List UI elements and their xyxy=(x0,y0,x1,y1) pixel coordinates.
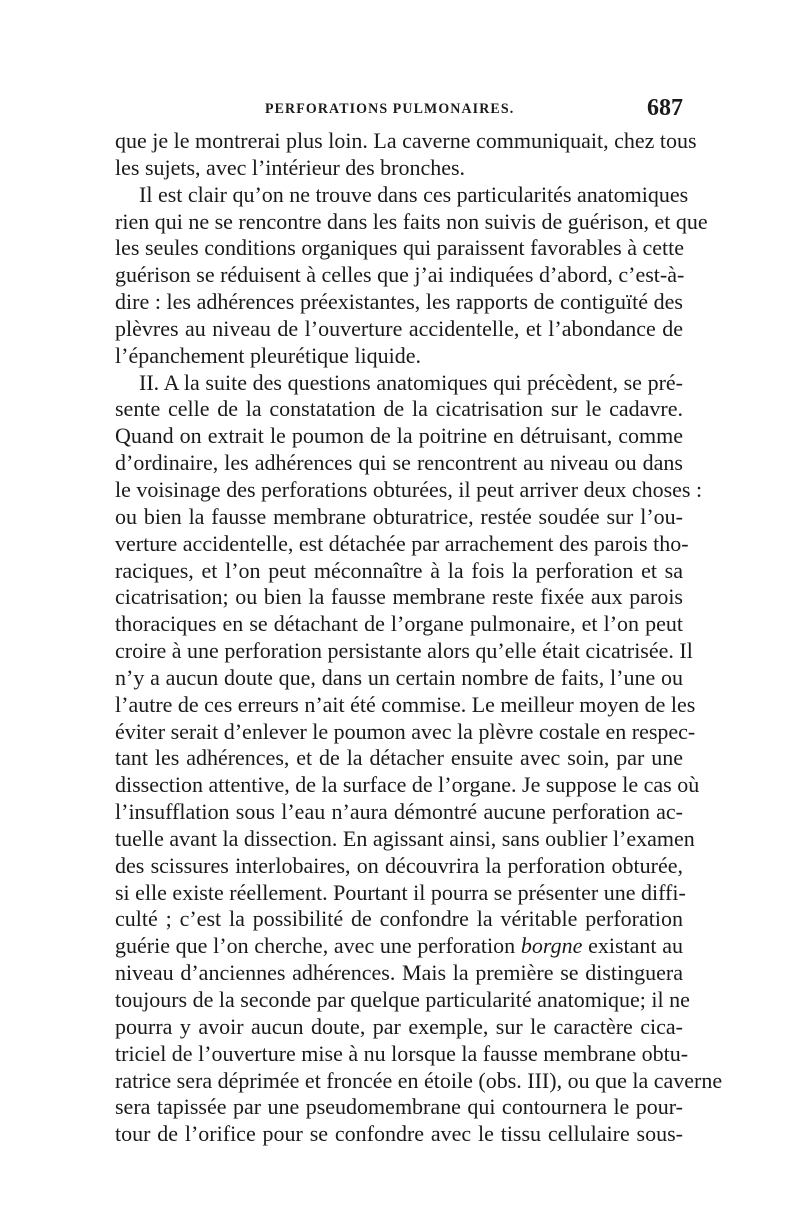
text-line: rien qui ne se rencontre dans les faits non suivis de guérison, et que xyxy=(115,208,708,234)
text-line: d’ordinaire, les adhérences qui se rencontrent au niveau ou dans xyxy=(115,450,683,476)
text-line: Quand on extrait le poumon de la poitrine en détruisant, comme xyxy=(115,423,683,449)
text-line: dissection attentive, de la surface de l’organe. Je suppose le cas où xyxy=(115,772,700,798)
text-segment: existant au xyxy=(582,933,683,959)
italic-word: borgne xyxy=(520,933,583,959)
text-line: sera tapissée par une pseudomembrane qui contournera le pour- xyxy=(115,1094,683,1120)
text-line: plèvres au niveau de l’ouverture accidentelle, et l’abondance de xyxy=(115,315,683,341)
text-line: guérison se réduisent à celles que j’ai indiquées d’abord, c’est-à- xyxy=(115,262,685,288)
text-line: Il est clair qu’on ne trouve dans ces particularités anatomiques xyxy=(139,181,689,207)
text-line: l’épanchement pleurétique liquide. xyxy=(115,342,422,368)
running-head xyxy=(115,97,683,127)
text-line: l’insufflation sous l’eau n’aura démontré aucune perforation ac- xyxy=(115,799,683,825)
text-line: des scissures interlobaires, on découvrira la perforation obturée, xyxy=(115,852,683,878)
text-line: que je le montrerai plus loin. La caverne communiquait, chez tous xyxy=(115,128,697,153)
text-line: tuelle avant la dissection. En agissant ainsi, sans oublier l’examen xyxy=(115,825,695,851)
text-line: n’y a aucun doute que, dans un certain nombre de faits, l’une ou xyxy=(115,664,683,690)
text-line: éviter serait d’enlever le poumon avec la plèvre costale en respec- xyxy=(115,718,696,744)
text-line: tant les adhérences, et de la détacher ensuite avec soin, par une xyxy=(115,745,683,771)
text-line: verture accidentelle, est détachée par arrachement des parois tho- xyxy=(115,530,689,556)
text-line: l’autre de ces erreurs n’ait été commise. Le meilleur moyen de les xyxy=(115,691,696,717)
text-segment: guérie que l’on cherche, avec une perforation xyxy=(115,933,516,959)
text-line: si elle existe réellement. Pourtant il pourra se présenter une diffi- xyxy=(115,879,686,905)
text-line: culté ; c’est la possibilité de confondre la véritable perforation xyxy=(115,906,683,932)
text-line-with-italic xyxy=(115,933,683,960)
page-number: 687 xyxy=(647,95,683,121)
text-line: sente celle de la constatation de la cicatrisation sur le cadavre. xyxy=(115,396,683,422)
text-line: les sujets, avec l’intérieur des bronches. xyxy=(115,154,466,180)
text-line: toujours de la seconde par quelque particularité anatomique; il ne xyxy=(115,987,690,1012)
text-line: ou bien la fausse membrane obturatrice, restée soudée sur l’ou- xyxy=(115,503,683,529)
text-line: croire à une perforation persistante alors qu’elle était cicatrisée. Il xyxy=(115,638,693,664)
text-line: pourra y avoir aucun doute, par exemple, sur le caractère cica- xyxy=(115,1013,683,1039)
text-line: tour de l’orifice pour se confondre avec le tissu cellulaire sous- xyxy=(115,1121,683,1147)
text-line: dire : les adhérences préexistantes, les rapports de contiguïté des xyxy=(115,289,683,315)
text-line: cicatrisation; ou bien la fausse membrane reste fixée aux parois xyxy=(115,584,683,610)
text-line: triciel de l’ouverture mise à nu lorsque la fausse membrane obtu- xyxy=(115,1040,689,1066)
text-line: le voisinage des perforations obturées, il peut arriver deux choses : xyxy=(115,476,703,502)
body-text xyxy=(115,128,723,1148)
text-line: thoraciques en se détachant de l’organe pulmonaire, et l’on peut xyxy=(115,611,683,637)
text-line: II. A la suite des questions anatomiques qui précèdent, se pré- xyxy=(139,369,683,395)
running-title: PERFORATIONS PULMONAIRES. xyxy=(265,101,515,117)
text-line: niveau d’anciennes adhérences. Mais la première se distinguera xyxy=(115,960,683,986)
text-line: ratrice sera déprimée et froncée en étoile (obs. III), ou que la caverne xyxy=(115,1067,723,1093)
text-line: raciques, et l’on peut méconnaître à la fois la perforation et sa xyxy=(115,557,683,583)
text-line: les seules conditions organiques qui paraissent favorables à cette xyxy=(115,235,684,261)
